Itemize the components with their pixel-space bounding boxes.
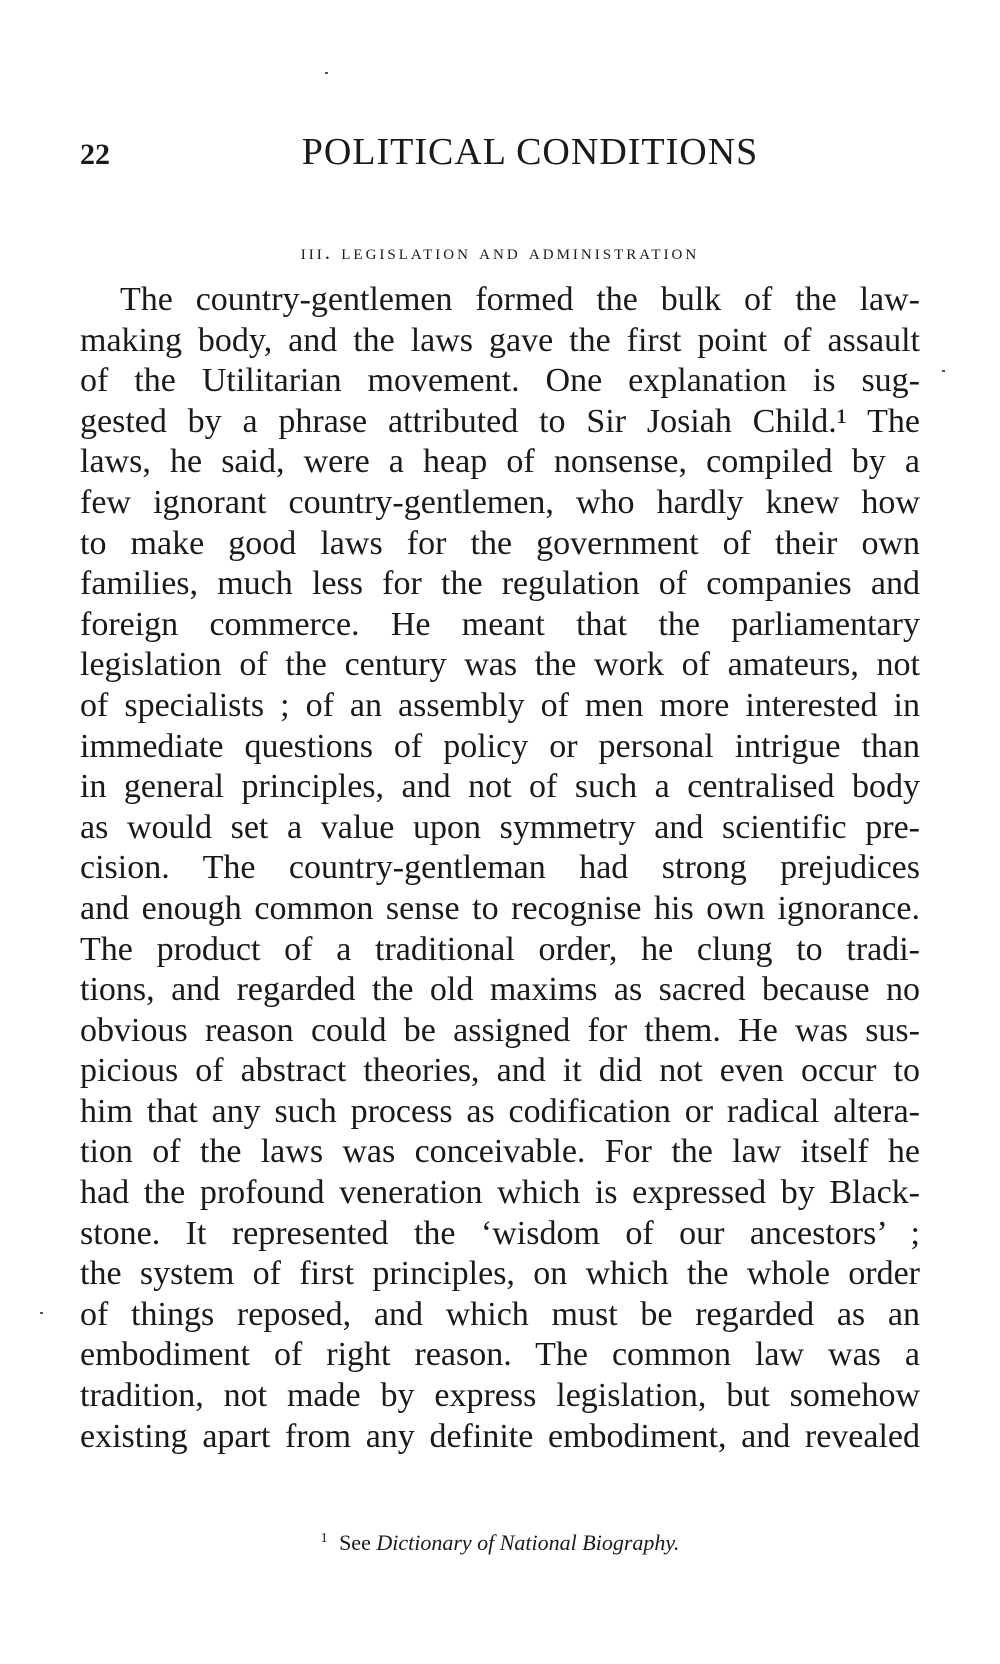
text-line: The country-gentlemen formed the bulk of the law- [120, 281, 920, 318]
text-line: obvious reason could be assigned for them. He was sus- [80, 1011, 920, 1049]
text-line: foreign commerce. He meant that the parliamentary [80, 605, 920, 643]
text-line: legislation of the century was the work of amateurs, not [80, 646, 920, 684]
text-line: had the profound veneration which is expressed by Black- [80, 1174, 920, 1212]
page-header [80, 130, 920, 180]
print-speck [942, 370, 945, 372]
text-line: families, much less for the regulation of companies and [80, 565, 920, 603]
text-line: and enough common sense to recognise his own ignorance. [80, 889, 920, 927]
text-line: in general principles, and not of such a centralised body [80, 768, 920, 806]
text-line: embodiment of right reason. The common law was a [80, 1336, 920, 1374]
text-line: to make good laws for the government of their own [80, 524, 920, 562]
print-speck [325, 72, 328, 74]
text-line: cision. The country-gentleman had strong prejudices [80, 849, 920, 887]
text-line: of things reposed, and which must be regarded as an [80, 1295, 920, 1333]
text-line: of the Utilitarian movement. One explanation is sug- [80, 362, 920, 400]
text-line: few ignorant country-gentlemen, who hardly knew how [80, 483, 920, 521]
page-number: 22 [80, 138, 110, 171]
text-line: laws, he said, were a heap of nonsense, compiled by a [80, 443, 920, 481]
section-heading: iii. legislation and administration [300, 240, 700, 264]
footnote [80, 1530, 920, 1556]
running-head: POLITICAL CONDITIONS [301, 131, 759, 173]
footnote-publication: Dictionary of National Biography. [376, 1530, 680, 1555]
text-line: the system of first principles, on which the whole order [80, 1255, 920, 1293]
text-line: picious of abstract theories, and it did not even occur to [80, 1052, 920, 1090]
footnote-prefix: See [339, 1530, 371, 1555]
text-line: The product of a traditional order, he clung to tradi- [80, 930, 920, 968]
text-line: making body, and the laws gave the first point of assault [80, 321, 920, 359]
text-line: immediate questions of policy or personal intrigue than [80, 727, 920, 765]
body-paragraph [80, 280, 920, 1457]
text-line: of specialists ; of an assembly of men more interested in [80, 686, 920, 724]
text-line: tion of the laws was conceivable. For the law itself he [80, 1133, 920, 1171]
text-line: as would set a value upon symmetry and scientific pre- [80, 808, 920, 846]
text-line: tions, and regarded the old maxims as sacred because no [80, 971, 920, 1009]
text-line: tradition, not made by express legislation, but somehow [80, 1377, 920, 1415]
text-line: him that any such process as codification or radical altera- [80, 1092, 920, 1130]
footnote-marker: 1 [320, 1530, 328, 1546]
print-speck [40, 1312, 43, 1314]
text-line: existing apart from any definite embodiment, and revealed [80, 1417, 920, 1455]
text-line: stone. It represented the ‘wisdom of our ancestors’ ; [80, 1214, 920, 1252]
text-line: gested by a phrase attributed to Sir Josiah Child.¹ The [80, 402, 920, 440]
